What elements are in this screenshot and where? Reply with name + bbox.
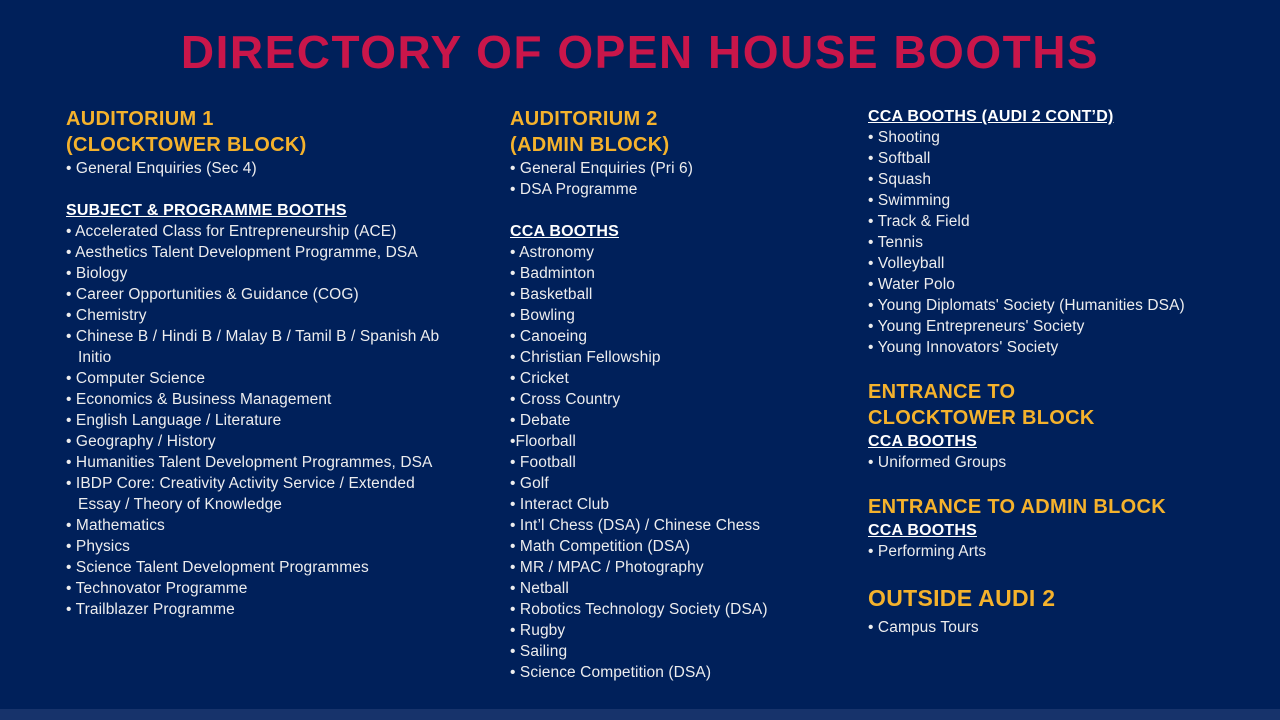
booth-item: • Young Innovators' Society [868,339,1059,356]
section-auditorium-1 [66,106,486,179]
booth-item: • Swimming [868,192,951,209]
section-subheading: SUBJECT & PROGRAMME BOOTHS [66,202,347,219]
booth-item: • General Enquiries (Pri 6) [510,160,694,177]
booth-item: • Rugby [510,622,566,639]
booth-item: • Cross Country [510,391,621,408]
booth-item: • Physics [66,538,131,555]
section-subheading: CCA BOOTHS (AUDI 2 CONT’D) [868,108,1114,125]
booth-item: • Squash [868,171,932,188]
page-title: DIRECTORY OF OPEN HOUSE BOOTHS [180,26,1100,78]
booth-item: • Math Competition (DSA) [510,538,691,555]
directory-columns [0,106,1280,683]
section-subheading: CCA BOOTHS [868,522,977,539]
booth-item: • Int’l Chess (DSA) / Chinese Chess [510,517,761,534]
section-entrance-clocktower-block [868,379,1220,473]
booth-item: • Trailblazer Programme [66,601,235,618]
booth-item: • Computer Science [66,370,206,387]
section-heading: OUTSIDE AUDI 2 [868,585,1056,611]
booth-item: • Young Diplomats' Society (Humanities DSA) [868,297,1185,314]
booth-item: • MR / MPAC / Photography [510,559,704,576]
booth-item: • Volleyball [868,255,945,272]
section-auditorium-2 [510,106,840,200]
booth-item: • Track & Field [868,213,970,230]
booth-item: • Robotics Technology Society (DSA) [510,601,768,618]
booth-item: • Basketball [510,286,593,303]
booth-item: • Career Opportunities & Guidance (COG) [66,286,359,303]
booth-item: • Softball [868,150,931,167]
section-subheading: CCA BOOTHS [868,433,977,450]
booth-item: • Geography / History [66,433,216,450]
booth-item: • Astronomy [510,244,595,261]
booth-item: •Floorball [510,433,576,450]
booth-item: • Biology [66,265,128,282]
section-heading: ENTRANCE TO [868,381,1016,403]
booth-item: • Campus Tours [868,619,979,636]
booth-item: • Football [510,454,576,471]
booth-item: • Young Entrepreneurs' Society [868,318,1085,335]
booth-item: • Accelerated Class for Entrepreneurship (ACE) [66,223,397,240]
footer-accent-bar [0,709,1280,720]
booth-item: • Aesthetics Talent Development Programme, DSA [66,244,418,261]
section-heading: AUDITORIUM 1 [66,108,214,130]
section-cca-booths-audi2-contd [868,106,1220,358]
booth-item: • Christian Fellowship [510,349,661,366]
booth-item: • Shooting [868,129,940,146]
booth-item: • Canoeing [510,328,588,345]
booth-item: • Water Polo [868,276,956,293]
booth-item: • Technovator Programme [66,580,248,597]
booth-item: • Chinese B / Hindi B / Malay B / Tamil B / Spanish Ab Initio [66,328,440,366]
booth-item: • DSA Programme [510,181,638,198]
booth-item: • Performing Arts [868,543,987,560]
booth-item: • Golf [510,475,549,492]
booth-item: • English Language / Literature [66,412,282,429]
section-heading: CLOCKTOWER BLOCK [868,407,1095,429]
booth-item: • Bowling [510,307,575,324]
booth-item: • Sailing [510,643,568,660]
column-auditorium-1 [66,106,486,620]
booth-item: • Netball [510,580,569,597]
section-heading: AUDITORIUM 2 [510,108,658,130]
booth-item: • Interact Club [510,496,610,513]
booth-item: • Science Competition (DSA) [510,664,712,681]
booth-item: • Mathematics [66,517,165,534]
section-heading: (CLOCKTOWER BLOCK) [66,134,307,156]
section-cca-booths [510,221,840,683]
booth-item: • Tennis [868,234,924,251]
column-auditorium-2 [510,106,840,683]
section-subheading: CCA BOOTHS [510,223,619,240]
booth-item: • Badminton [510,265,595,282]
booth-item: • Cricket [510,370,569,387]
column-cca-continued [868,106,1220,638]
section-heading: (ADMIN BLOCK) [510,134,670,156]
booth-item: • Economics & Business Management [66,391,332,408]
booth-item: • Uniformed Groups [868,454,1007,471]
booth-item: • Chemistry [66,307,147,324]
booth-item: • Humanities Talent Development Programmes, DSA [66,454,433,471]
booth-item: • General Enquiries (Sec 4) [66,160,257,177]
booth-item: • IBDP Core: Creativity Activity Service / Extended Essay / Theory of Knowledge [66,475,415,513]
section-entrance-admin-block [868,494,1220,562]
section-subject-programme-booths [66,200,486,620]
booth-item: • Science Talent Development Programmes [66,559,369,576]
booth-item: • Debate [510,412,571,429]
section-outside-audi-2 [868,583,1220,638]
section-heading: ENTRANCE TO ADMIN BLOCK [868,496,1167,518]
